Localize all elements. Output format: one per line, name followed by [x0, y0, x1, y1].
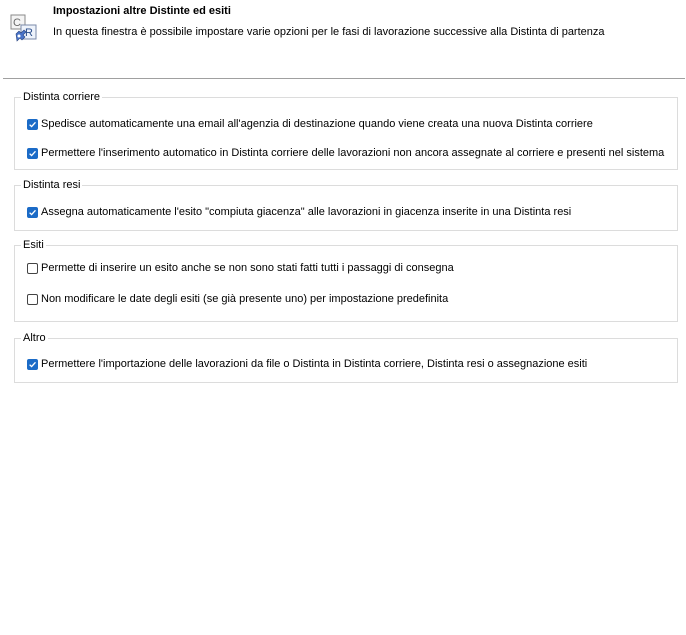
group-distinta-resi [14, 179, 678, 231]
svg-text:R: R [25, 27, 33, 39]
header-separator [3, 78, 685, 79]
group-title: Esiti [23, 239, 44, 251]
checkbox-checked-icon[interactable] [27, 207, 38, 218]
svg-text:C: C [13, 17, 21, 29]
option-label: Non modificare le date degli esiti (se già presente uno) per impostazione predefinita [41, 293, 449, 305]
group-altro [14, 332, 678, 383]
checkbox-checked-icon[interactable] [27, 359, 38, 370]
group-title: Distinta resi [23, 179, 81, 191]
group-title: Distinta corriere [23, 91, 101, 103]
checkbox-unchecked-icon[interactable] [27, 294, 38, 305]
checkbox-checked-icon[interactable] [27, 119, 38, 130]
option-send-email[interactable] [27, 116, 593, 132]
checkbox-checked-icon[interactable] [27, 148, 38, 159]
header [0, 0, 686, 70]
group-title: Altro [23, 332, 46, 344]
option-label: Permettere l'importazione delle lavorazioni da file o Distinta in Distinta corriere, Distinta resi o assegnazione esiti [41, 358, 588, 370]
settings-cr-icon [9, 14, 39, 44]
option-label: Permettere l'inserimento automatico in Distinta corriere delle lavorazioni non ancora assegnate al corriere e presenti nel sistema [41, 147, 665, 159]
option-allow-import[interactable] [27, 356, 587, 372]
option-keep-dates[interactable] [27, 291, 448, 307]
option-auto-insert[interactable] [27, 145, 664, 161]
page-title: Impostazioni altre Distinte ed esiti [53, 5, 231, 17]
option-label: Spedisce automaticamente una email all'agenzia di destinazione quando viene creata una nuova Distinta corriere [41, 118, 593, 130]
page-description: In questa finestra è possibile impostare varie opzioni per le fasi di lavorazione successive alla Distinta di partenza [53, 26, 605, 38]
group-esiti [14, 239, 678, 322]
group-distinta-corriere [14, 91, 678, 170]
checkbox-unchecked-icon[interactable] [27, 263, 38, 274]
option-allow-outcome[interactable] [27, 260, 454, 276]
option-auto-outcome[interactable] [27, 204, 571, 220]
option-label: Assegna automaticamente l'esito "compiuta giacenza" alle lavorazioni in giacenza inserite in una Distinta resi [41, 206, 572, 218]
option-label: Permette di inserire un esito anche se non sono stati fatti tutti i passaggi di consegna [41, 262, 454, 274]
